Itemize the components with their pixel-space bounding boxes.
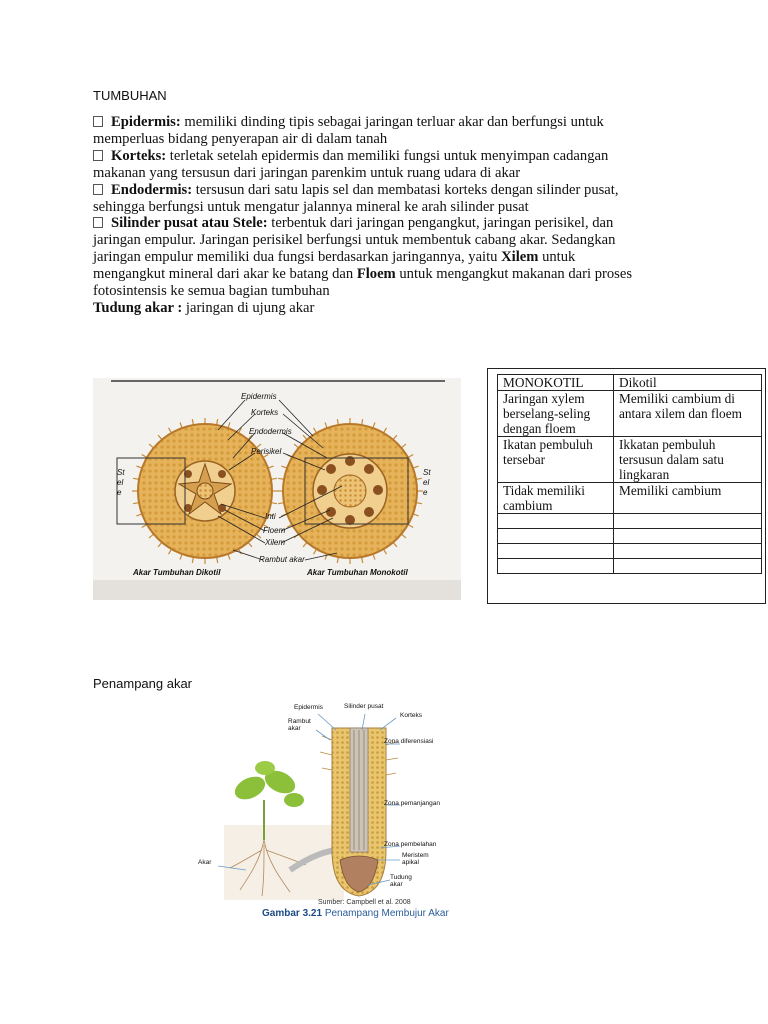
table-cell	[614, 559, 762, 574]
table-row	[498, 391, 762, 437]
label-epidermis: Epidermis	[241, 392, 277, 401]
root-longitudinal-figure	[190, 700, 456, 926]
header-dikotil: Dikotil	[614, 375, 762, 391]
table-row	[498, 529, 762, 544]
label-stele-right: Stele	[423, 468, 431, 497]
label-endodermis: Endodermis	[249, 427, 292, 436]
term: Tudung akar :	[93, 299, 183, 316]
table-cell	[498, 529, 614, 544]
label-silinder-pusat: Silinder pusat	[344, 703, 384, 710]
paragraph-tudung	[93, 300, 693, 317]
comparison-table-frame	[487, 368, 766, 604]
text: memperluas bidang penyerapan air di dalam tanah	[93, 130, 388, 147]
section-subtitle: Penampang akar	[93, 676, 193, 691]
figure-source: Sumber: Campbell et al. 2008	[318, 899, 411, 906]
table-cell	[498, 514, 614, 529]
table-cell	[498, 559, 614, 574]
label-floem: Floem	[263, 526, 286, 535]
label-epidermis: Epidermis	[294, 704, 323, 711]
table-cell	[614, 529, 762, 544]
table-row	[498, 514, 762, 529]
text: terbentuk dari jaringan pengangkut, jaringan perisikel, dan	[271, 215, 614, 232]
paragraph-epidermis	[93, 114, 693, 131]
text: tersusun dari satu lapis sel dan membatasi korteks dengan silinder pusat,	[195, 181, 619, 198]
table-header-row	[498, 375, 762, 391]
label-korteks: Korteks	[251, 408, 279, 417]
label-rambut-akar: Rambut akar	[288, 718, 311, 732]
text: jaringan empulur. Jaringan perisikel berfungsi untuk membentuk cabang akar. Sedangkan	[93, 232, 616, 249]
label-zona-pemanjangan: Zona pemanjangan	[384, 800, 441, 807]
text: jaringan di ujung akar	[185, 299, 315, 316]
caption-number: Gambar 3.21	[262, 908, 323, 919]
table-cell: Tidak memiliki cambium	[498, 483, 614, 514]
label-zona-diferensiasi: Zona diferensiasi	[384, 738, 434, 745]
label-xilem: Xilem	[265, 538, 286, 547]
plant-seedling	[224, 761, 344, 900]
label-rambut-akar: Rambut akar	[259, 555, 305, 564]
table-cell: Ikkatan pembuluh tersusun dalam satu lingkaran	[614, 437, 762, 483]
text: terletak setelah epidermis dan memiliki fungsi untuk menyimpan cadangan	[169, 147, 609, 164]
term: Epidermis:	[111, 114, 181, 130]
label-tudung-akar: Tudung akar	[390, 874, 412, 888]
label-inti: Inti	[265, 512, 276, 521]
label-stele-left: Stele	[117, 468, 125, 497]
label-meristem-apikal: Meristem apikal	[402, 852, 429, 866]
checkbox-bullet-icon	[93, 116, 103, 127]
text: sehingga berfungsi untuk mengatur jalannya mineral ke arah silinder pusat	[93, 198, 529, 215]
page-title: TUMBUHAN	[93, 88, 167, 103]
table-cell: Memiliki cambium	[614, 483, 762, 514]
table-cell	[614, 544, 762, 559]
text: memiliki dinding tipis sebagai jaringan terluar akar dan berfungsi untuk	[184, 114, 604, 130]
checkbox-bullet-icon	[93, 217, 103, 228]
term: Endodermis:	[111, 181, 193, 198]
text: untuk mengangkut makanan dari proses	[399, 266, 633, 283]
root-cross-section-figure	[93, 378, 461, 600]
paragraph-korteks	[93, 148, 693, 165]
monocot-root	[277, 418, 423, 564]
text: makanan yang tersusun dari jaringan parenkim untuk ruang udara di akar	[93, 164, 521, 181]
text: fotosintensis ke semua bagian tumbuhan	[93, 283, 330, 300]
caption-monokotil: Akar Tumbuhan Monokotil	[307, 568, 408, 577]
paragraph-stele	[93, 215, 693, 232]
figure-caption	[262, 908, 449, 919]
table-cell: Memiliki cambium di antara xilem dan floem	[614, 391, 762, 437]
caption-dikotil: Akar Tumbuhan Dikotil	[133, 568, 221, 577]
text: mengangkut mineral dari akar ke batang dan	[93, 266, 354, 283]
table-row	[498, 483, 762, 514]
checkbox-bullet-icon	[93, 150, 103, 161]
table-cell	[498, 544, 614, 559]
text: untuk	[542, 249, 576, 266]
table-row	[498, 437, 762, 483]
dicot-root	[117, 418, 278, 564]
term: Xilem	[501, 249, 539, 266]
label-zona-pembelahan: Zona pembelahan	[384, 841, 437, 848]
table-cell	[614, 514, 762, 529]
table-row	[498, 559, 762, 574]
table-cell: Jaringan xylem berselang-seling dengan floem	[498, 391, 614, 437]
text-line	[93, 249, 693, 266]
header-monokotil: MONOKOTIL	[498, 375, 614, 391]
text-line	[93, 266, 693, 283]
comparison-table	[497, 374, 762, 574]
table-row	[498, 544, 762, 559]
caption-text: Penampang Membujur Akar	[324, 908, 449, 919]
paragraph-endodermis	[93, 182, 693, 199]
term: Floem	[356, 266, 396, 283]
term: Korteks:	[111, 147, 167, 164]
body-text	[93, 114, 693, 317]
label-perisikel: Perisikel	[251, 447, 282, 456]
table-cell: Ikatan pembuluh tersebar	[498, 437, 614, 483]
term: Silinder pusat atau Stele:	[111, 215, 268, 232]
label-akar: Akar	[198, 859, 212, 866]
checkbox-bullet-icon	[93, 184, 103, 195]
text: jaringan empulur memiliki dua fungsi berdasarkan jaringannya, yaitu	[93, 249, 498, 266]
label-korteks: Korteks	[400, 712, 423, 719]
